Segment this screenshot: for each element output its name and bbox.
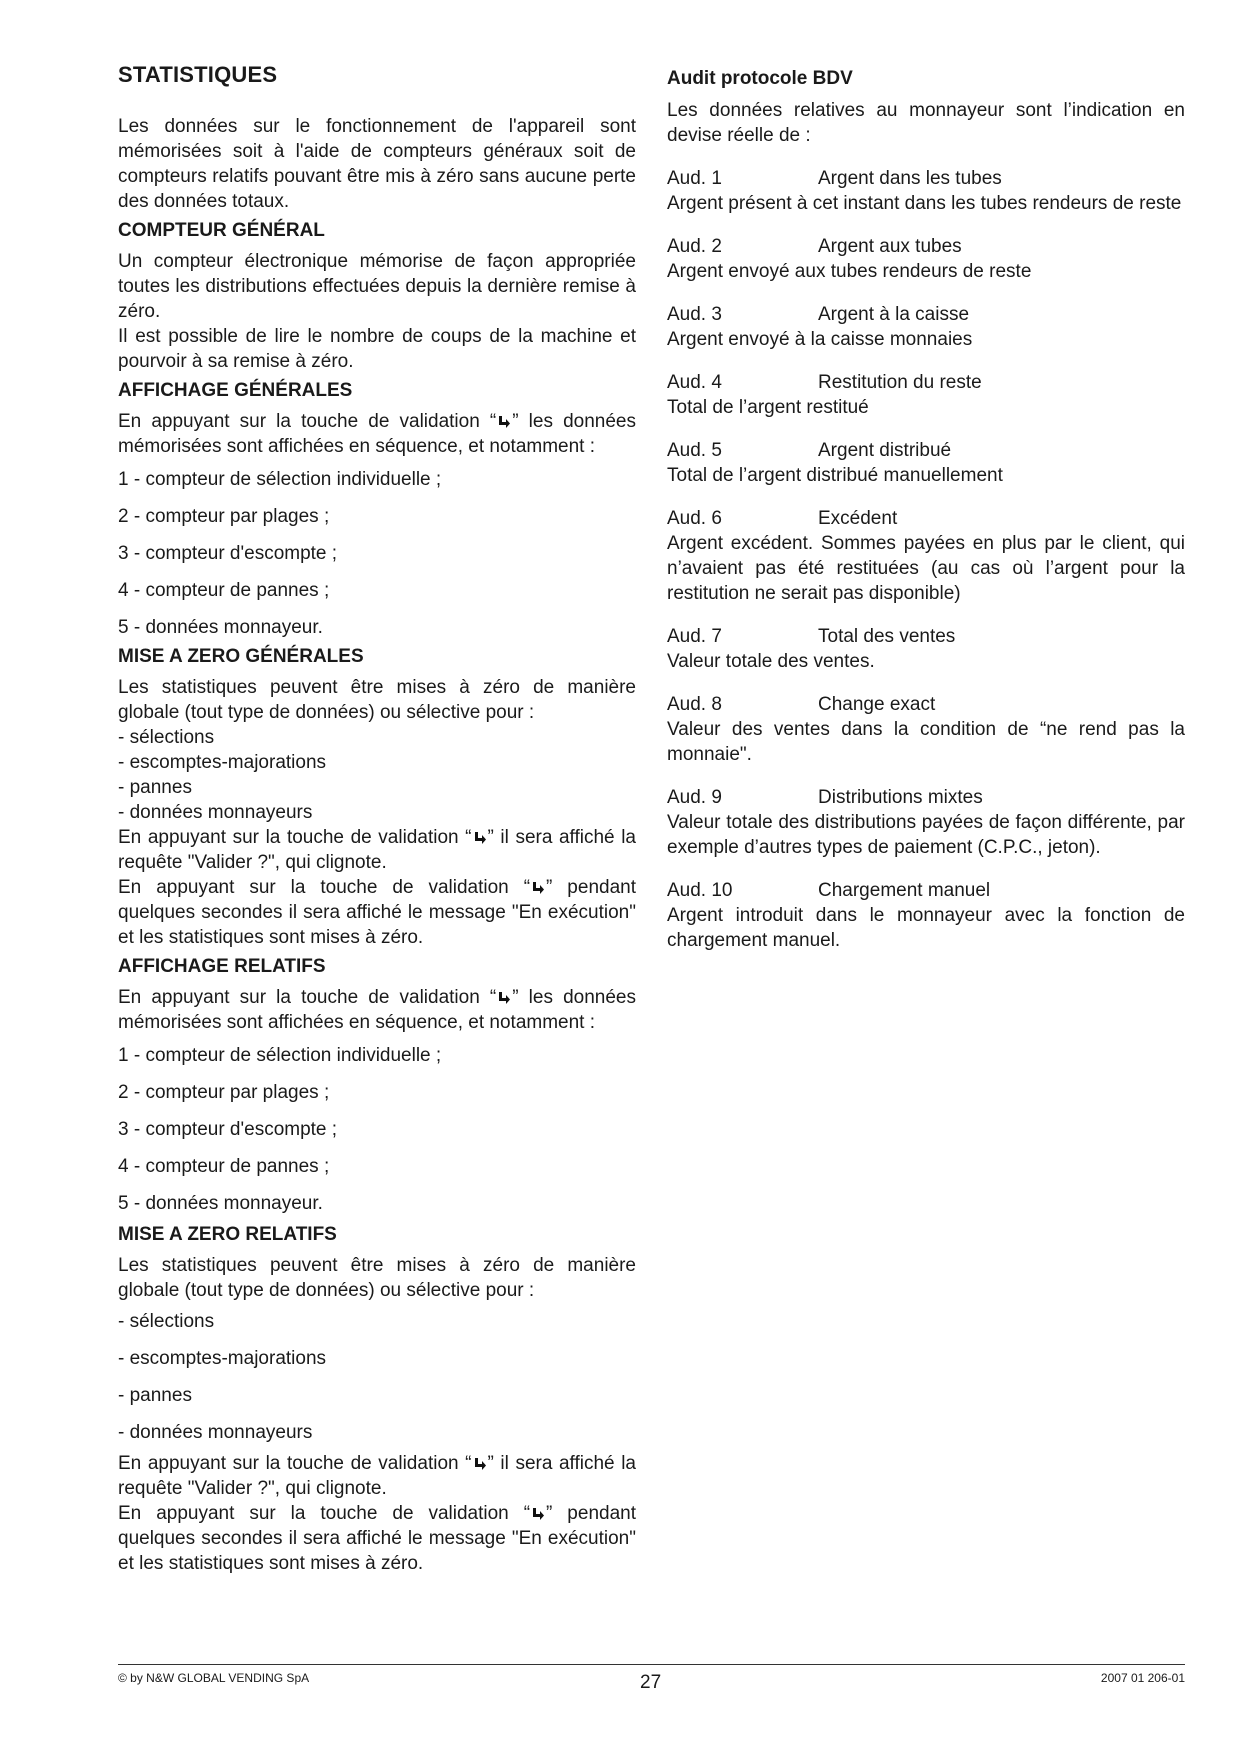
audit-number: Aud. 8 [667,694,722,715]
heading-mise-zero-relatifs: MISE A ZERO RELATIFS [118,1224,337,1245]
paragraph: Les données relatives au monnayeur sont l’indication en devise réelle de : [667,100,1185,146]
paragraph: En appuyant sur la touche de validation “ ” les données mémorisées sont affichées en séquence, et notamment : [118,987,636,1033]
footer-divider [118,1664,1185,1665]
list-item: 2 - compteur par plages ; [118,1082,330,1103]
list-item: - sélections [118,727,215,748]
heading-audit-protocole: Audit protocole BDV [667,68,853,89]
paragraph: Un compteur électronique mémorise de façon appropriée toutes les distributions effectuées depuis la dernière remise à zéro. [118,251,636,322]
audit-name: Argent distribué [818,440,952,461]
audit-number: Aud. 4 [667,372,722,393]
intro-paragraph: Les données sur le fonctionnement de l'appareil sont mémorisées soit à l'aide de compteurs généraux soit de compteurs relatifs pouvant être mis à zéro sans aucune perte des données totaux. [118,116,636,212]
paragraph: Il est possible de lire le nombre de coups de la machine et pourvoir à sa remise à zéro. [118,326,636,372]
list-item: 1 - compteur de sélection individuelle ; [118,1045,442,1066]
audit-name: Change exact [818,694,936,715]
audit-name: Excédent [818,508,898,529]
audit-description: Argent excédent. Sommes payées en plus par le client, qui n’avaient pas été restituées (au cas où l’argent pour la restitution ne serait pas disponible) [667,533,1185,604]
audit-description: Argent envoyé à la caisse monnaies [667,329,973,350]
audit-number: Aud. 2 [667,236,722,257]
page-title: STATISTIQUES [118,62,278,87]
list-item: 4 - compteur de pannes ; [118,1156,330,1177]
audit-entry [667,166,1185,216]
audit-description: Valeur des ventes dans la condition de “ne rend pas la monnaie". [667,719,1185,765]
audit-name: Argent à la caisse [818,304,970,325]
audit-entry [667,878,1185,953]
list-item: 5 - données monnayeur. [118,617,323,638]
audit-number: Aud. 9 [667,787,722,808]
list-item: 2 - compteur par plages ; [118,506,330,527]
list-item: - pannes [118,1385,192,1406]
audit-name: Restitution du reste [818,372,982,393]
paragraph: En appuyant sur la touche de validation “ ” pendant quelques secondes il sera affiché le message "En exécution" et les statistiques sont mises à zéro. [118,1503,636,1574]
audit-entry [667,692,1185,767]
audit-number: Aud. 6 [667,508,722,529]
audit-description: Argent présent à cet instant dans les tubes rendeurs de reste [667,193,1182,214]
audit-entry [667,785,1185,860]
audit-description: Valeur totale des ventes. [667,651,875,672]
left-column [118,62,636,1576]
audit-entry [667,302,1185,352]
paragraph: Les statistiques peuvent être mises à zéro de manière globale (tout type de données) ou sélective pour : [118,1255,636,1301]
validation-key-icon [531,877,545,891]
validation-key-icon [531,1503,545,1517]
paragraph: En appuyant sur la touche de validation “ ” les données mémorisées sont affichées en séquence, et notamment : [118,411,636,457]
heading-compteur-general: COMPTEUR GÉNÉRAL [118,220,325,241]
audit-name: Argent aux tubes [818,236,962,257]
audit-number: Aud. 10 [667,880,733,901]
audit-name: Distributions mixtes [818,787,983,808]
list-item: - pannes [118,777,192,798]
audit-number: Aud. 7 [667,626,722,647]
validation-key-icon [473,1453,487,1467]
heading-mise-zero-generales: MISE A ZERO GÉNÉRALES [118,646,364,667]
list-item: - escomptes-majorations [118,752,327,773]
list-item: 4 - compteur de pannes ; [118,580,330,601]
audit-entry [667,624,1185,674]
right-column [667,62,1185,971]
list-item: - sélections [118,1311,215,1332]
audit-number: Aud. 1 [667,168,722,189]
audit-entry [667,234,1185,284]
paragraph: En appuyant sur la touche de validation “ ” pendant quelques secondes il sera affiché le message "En exécution" et les statistiques sont mises à zéro. [118,877,636,948]
list-item: - données monnayeurs [118,1422,313,1443]
paragraph: En appuyant sur la touche de validation “ ” il sera affiché la requête "Valider ?", qui clignote. [118,1453,636,1499]
validation-key-icon [497,987,511,1001]
list-item: 5 - données monnayeur. [118,1193,323,1214]
audit-name: Chargement manuel [818,880,991,901]
heading-affichage-relatifs: AFFICHAGE RELATIFS [118,956,326,977]
list-item: - escomptes-majorations [118,1348,327,1369]
audit-name: Argent dans les tubes [818,168,1002,189]
audit-entry [667,506,1185,606]
heading-affichage-generales: AFFICHAGE GÉNÉRALES [118,380,353,401]
validation-key-icon [473,827,487,841]
paragraph: En appuyant sur la touche de validation “ ” il sera affiché la requête "Valider ?", qui clignote. [118,827,636,873]
paragraph: Les statistiques peuvent être mises à zéro de manière globale (tout type de données) ou sélective pour : [118,677,636,723]
audit-entry [667,370,1185,420]
audit-entry [667,438,1185,488]
audit-description: Valeur totale des distributions payées de façon différente, par exemple d’autres types de paiement (C.P.C., jeton). [667,812,1185,858]
audit-description: Total de l’argent distribué manuellement [667,465,1003,486]
footer-doc-code: 2007 01 206-01 [1100,1671,1185,1685]
validation-key-icon [497,411,511,425]
footer-copyright: © by N&W GLOBAL VENDING SpA [118,1671,310,1685]
audit-description: Total de l’argent restitué [667,397,869,418]
list-item: 3 - compteur d'escompte ; [118,1119,338,1140]
list-item: 1 - compteur de sélection individuelle ; [118,469,442,490]
page-number: 27 [640,1672,662,1693]
audit-name: Total des ventes [818,626,956,647]
audit-number: Aud. 5 [667,440,722,461]
audit-number: Aud. 3 [667,304,722,325]
audit-description: Argent introduit dans le monnayeur avec la fonction de chargement manuel. [667,905,1185,951]
audit-description: Argent envoyé aux tubes rendeurs de reste [667,261,1032,282]
list-item: 3 - compteur d'escompte ; [118,543,338,564]
list-item: - données monnayeurs [118,802,313,823]
